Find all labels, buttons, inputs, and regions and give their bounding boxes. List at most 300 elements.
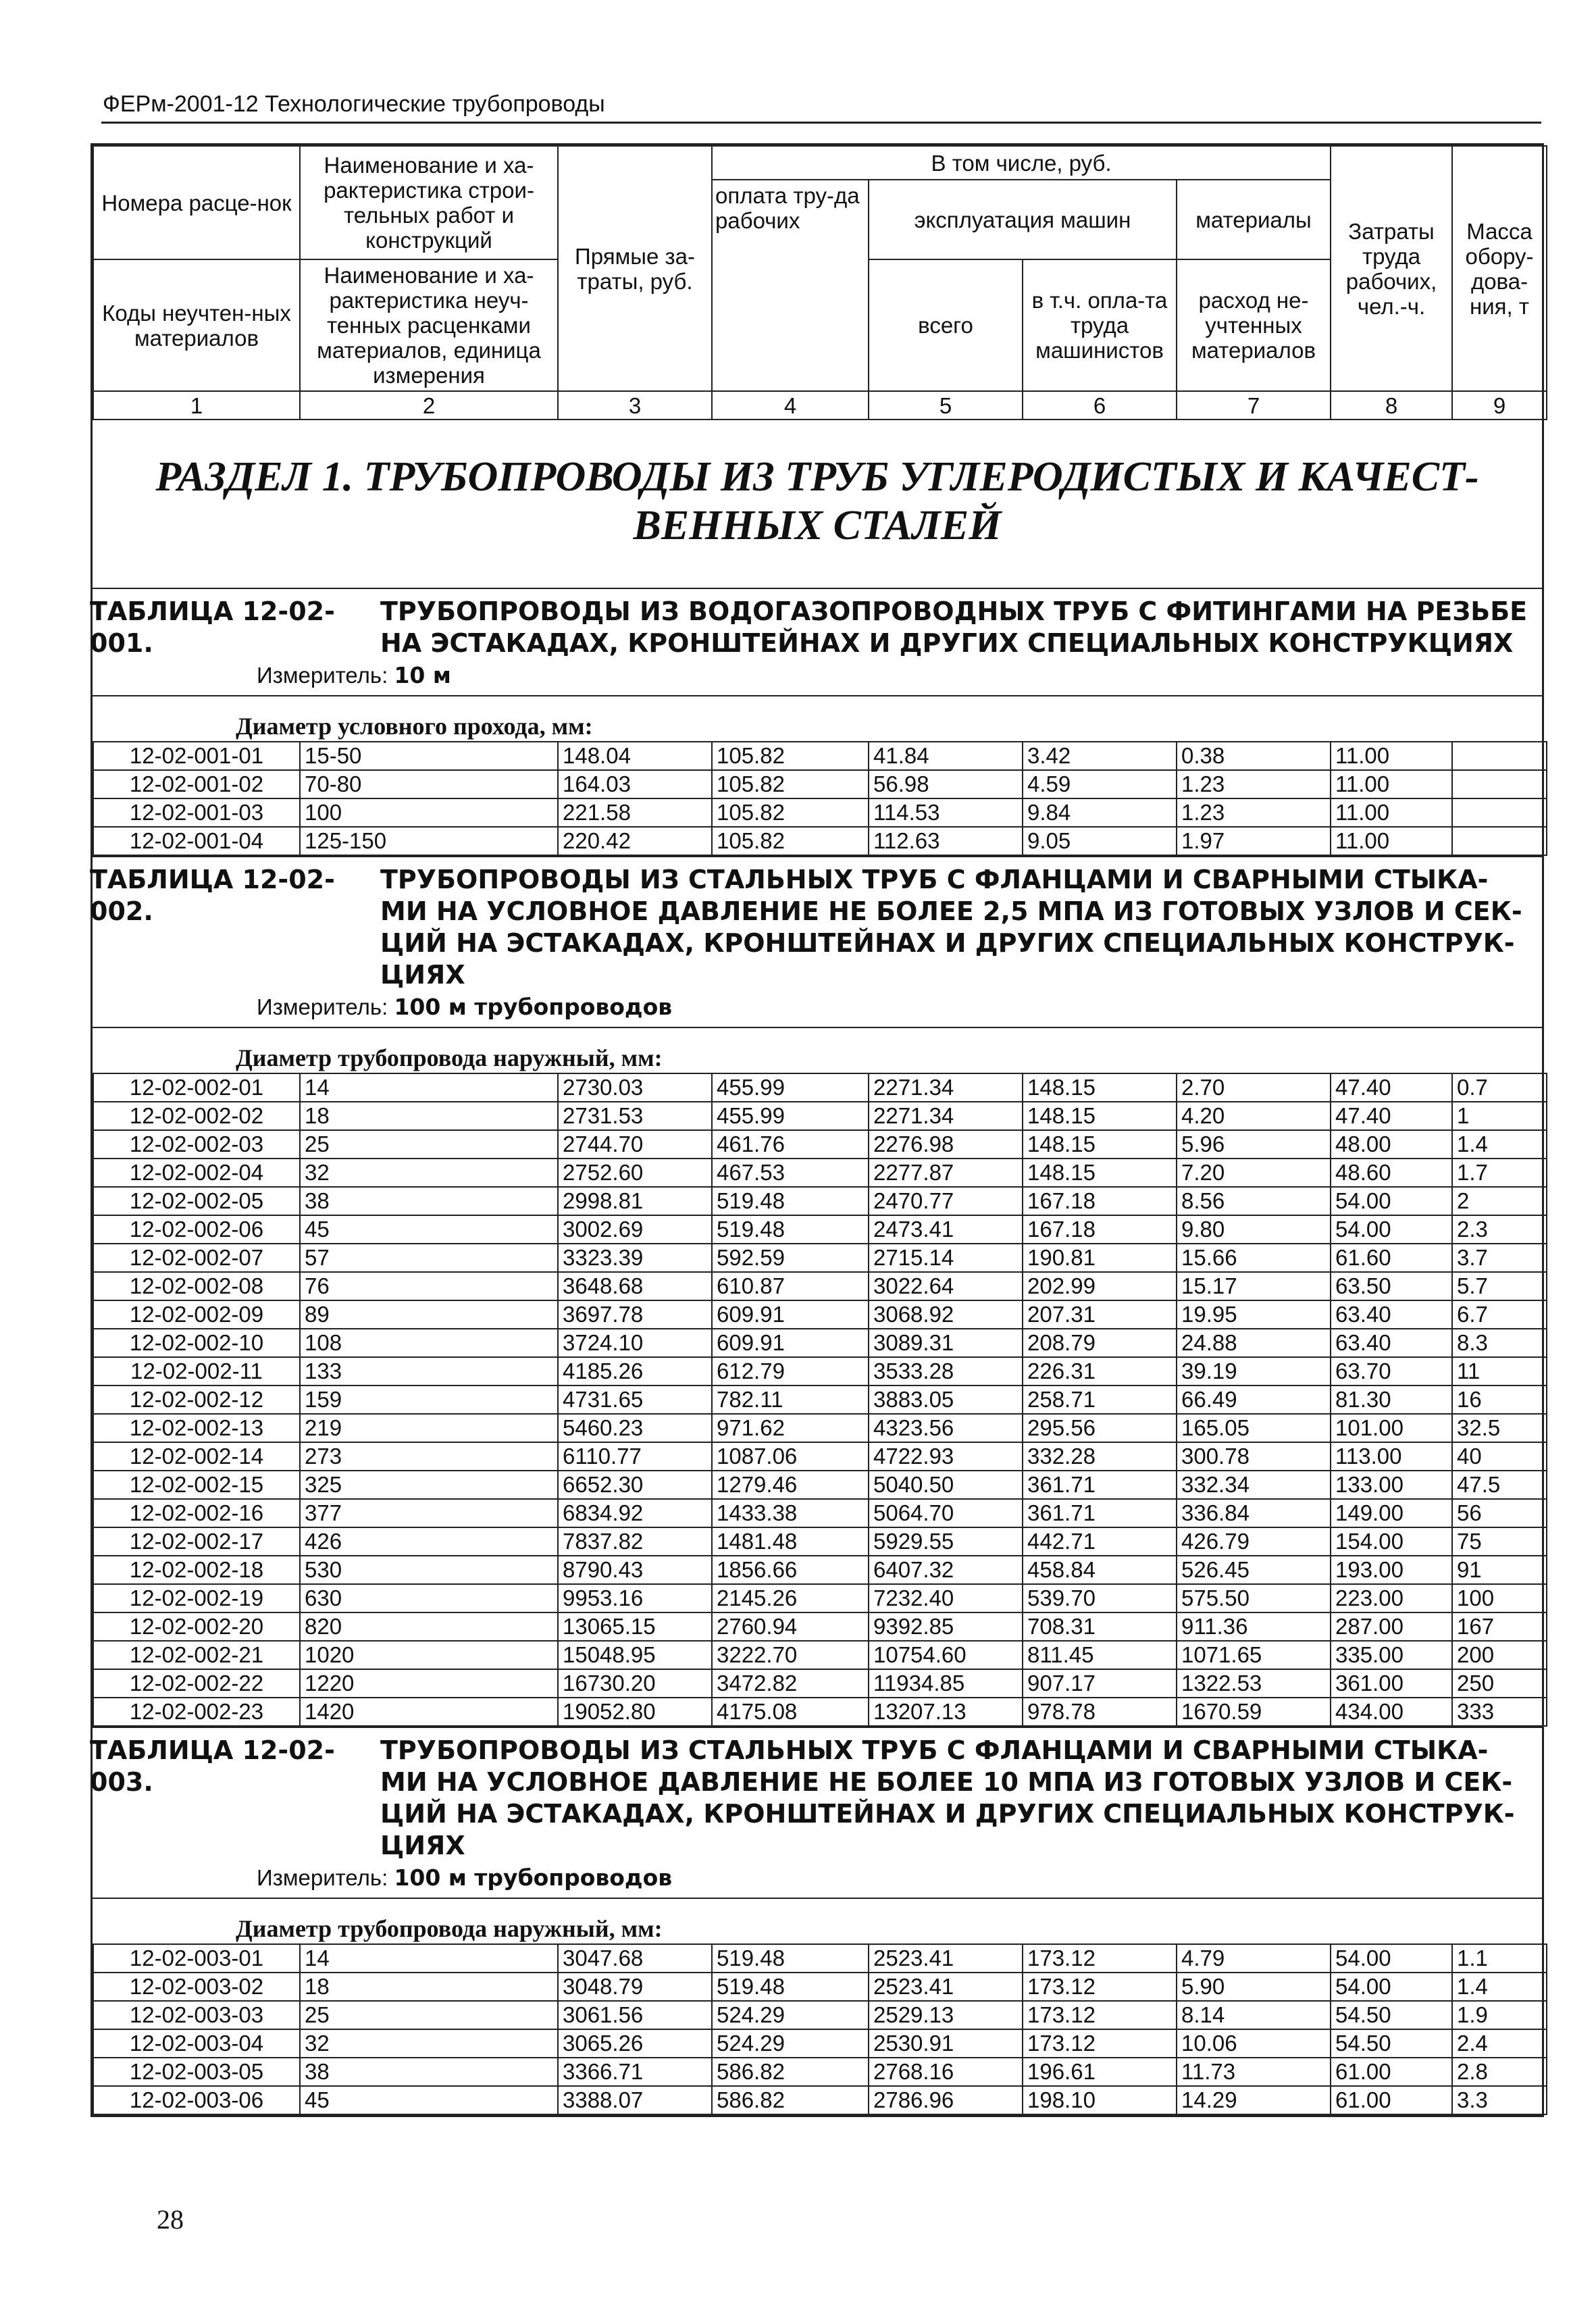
table-row <box>93 1499 1547 1527</box>
table-cell: 524.29 <box>712 2001 869 2029</box>
rate-code: 12-02-002-07 <box>93 1244 300 1272</box>
table-cell: 105.82 <box>712 742 869 770</box>
table-row <box>93 1073 1547 1102</box>
table-row <box>93 1386 1547 1414</box>
table-cell: 14.29 <box>1177 2086 1331 2114</box>
section-title: РАЗДЕЛ 1. ТРУБОПРОВОДЫ ИЗ ТРУБ УГЛЕРОДИСТЫХ И КАЧЕСТ-ВЕННЫХ СТАЛЕЙ <box>155 454 1479 549</box>
table-cell: 61.00 <box>1331 2058 1452 2086</box>
table-cell: 173.12 <box>1023 2029 1177 2058</box>
table-cell: 105.82 <box>712 798 869 827</box>
table-cell: 48.00 <box>1331 1130 1452 1159</box>
table-cell: 100 <box>1452 1584 1547 1612</box>
column-number: 1 <box>93 391 300 420</box>
column-number: 8 <box>1331 391 1452 420</box>
table-row <box>93 1215 1547 1244</box>
table-cell: 57 <box>300 1244 558 1272</box>
table-cell: 24.88 <box>1177 1329 1331 1357</box>
table-cell: 207.31 <box>1023 1300 1177 1329</box>
rate-code: 12-02-002-12 <box>93 1386 300 1414</box>
table-row <box>93 1244 1547 1272</box>
table-row <box>93 770 1547 798</box>
header-labor-hours: Затраты труда рабочих, чел.-ч. <box>1331 146 1452 391</box>
table-cell: 273 <box>300 1442 558 1471</box>
table-cell: 223.00 <box>1331 1584 1452 1612</box>
table-cell: 361.00 <box>1331 1669 1452 1698</box>
table-cell: 6407.32 <box>869 1556 1023 1584</box>
table-cell: 530 <box>300 1556 558 1584</box>
table-row <box>93 1641 1547 1669</box>
table-cell: 61.00 <box>1331 2086 1452 2114</box>
table-cell: 0.7 <box>1452 1073 1547 1102</box>
unit-value: 100 м трубопроводов <box>394 1864 673 1891</box>
rate-code: 12-02-002-18 <box>93 1556 300 1584</box>
table-cell: 300.78 <box>1177 1442 1331 1471</box>
table-cell: 5064.70 <box>869 1499 1023 1527</box>
table-cell: 105.82 <box>712 770 869 798</box>
table-row <box>93 1159 1547 1187</box>
table-cell: 708.31 <box>1023 1612 1177 1641</box>
table-title <box>90 1728 1542 1862</box>
table-heading: ТРУБОПРОВОДЫ ИЗ ВОДОГАЗОПРОВОДНЫХ ТРУБ С ФИТИНГАМИ НА РЕЗЬБЕ НА ЭСТАКАДАХ, КРОНШТЕЙНАХ И ДРУГИХ СПЕЦИАЛЬНЫХ КОНСТРУКЦИЯХ <box>380 596 1528 658</box>
table-cell: 2752.60 <box>558 1159 712 1187</box>
table-cell: 3002.69 <box>558 1215 712 1244</box>
table-cell: 1279.46 <box>712 1471 869 1499</box>
rate-code: 12-02-002-23 <box>93 1698 300 1726</box>
table-row <box>93 1556 1547 1584</box>
table-cell: 48.60 <box>1331 1159 1452 1187</box>
table-cell: 45 <box>300 1215 558 1244</box>
table-cell: 2.4 <box>1452 2029 1547 2058</box>
table-cell: 56.98 <box>869 770 1023 798</box>
table-cell: 5.96 <box>1177 1130 1331 1159</box>
table-cell: 32.5 <box>1452 1414 1547 1442</box>
table-cell: 811.45 <box>1023 1641 1177 1669</box>
table-cell: 193.00 <box>1331 1556 1452 1584</box>
rate-code: 12-02-002-03 <box>93 1130 300 1159</box>
table-row <box>93 1187 1547 1215</box>
unit-value: 10 м <box>394 662 451 688</box>
table-cell: 7232.40 <box>869 1584 1023 1612</box>
rate-code: 12-02-002-01 <box>93 1073 300 1102</box>
unit-of-measure <box>93 1862 1542 1898</box>
table-cell: 167.18 <box>1023 1215 1177 1244</box>
table-heading: ТРУБОПРОВОДЫ ИЗ СТАЛЬНЫХ ТРУБ С ФЛАНЦАМИ И СВАРНЫМИ СТЫКА-МИ НА УСЛОВНОЕ ДАВЛЕНИЕ НЕ БОЛЕЕ 2,5 МПА ИЗ ГОТОВЫХ УЗЛОВ И СЕК-ЦИЙ НА ЭСТАКАДАХ, КРОНШТЕЙНАХ И ДРУГИХ СПЕЦИАЛЬНЫХ КОНСТРУК-ЦИЯХ <box>380 865 1522 990</box>
table-cell: 2715.14 <box>869 1244 1023 1272</box>
table-cell <box>1452 770 1547 798</box>
column-number: 2 <box>300 391 558 420</box>
table-cell: 5460.23 <box>558 1414 712 1442</box>
table-cell: 2276.98 <box>869 1130 1023 1159</box>
table-cell: 19.95 <box>1177 1300 1331 1329</box>
table-cell: 1.23 <box>1177 770 1331 798</box>
table-row <box>93 1102 1547 1130</box>
table-cell: 11.00 <box>1331 798 1452 827</box>
table-cell: 332.28 <box>1023 1442 1177 1471</box>
rate-code: 12-02-002-13 <box>93 1414 300 1442</box>
table-row <box>93 2029 1547 2058</box>
table-cell: 9.84 <box>1023 798 1177 827</box>
rate-code: 12-02-002-19 <box>93 1584 300 1612</box>
column-number: 3 <box>558 391 712 420</box>
header-including: В том числе, руб. <box>712 146 1331 180</box>
table-cell: 524.29 <box>712 2029 869 2058</box>
table-cell: 519.48 <box>712 1187 869 1215</box>
table-cell: 16730.20 <box>558 1669 712 1698</box>
table-cell: 32 <box>300 1159 558 1187</box>
table-cell: 2523.41 <box>869 1973 1023 2001</box>
table-cell: 2 <box>1452 1187 1547 1215</box>
table-cell: 2730.03 <box>558 1073 712 1102</box>
table-cell: 54.00 <box>1331 1187 1452 1215</box>
table-cell: 13207.13 <box>869 1698 1023 1726</box>
rate-code: 12-02-002-15 <box>93 1471 300 1499</box>
table-cell: 112.63 <box>869 827 1023 855</box>
table-cell: 18 <box>300 1973 558 2001</box>
table-cell: 54.00 <box>1331 1944 1452 1973</box>
table-cell: 39.19 <box>1177 1357 1331 1386</box>
table-cell: 149.00 <box>1331 1499 1452 1527</box>
table-cell: 911.36 <box>1177 1612 1331 1641</box>
table-cell: 40 <box>1452 1442 1547 1471</box>
table-cell: 526.45 <box>1177 1556 1331 1584</box>
table-cell: 148.15 <box>1023 1159 1177 1187</box>
table-cell: 336.84 <box>1177 1499 1331 1527</box>
table-cell: 978.78 <box>1023 1698 1177 1726</box>
table-cell: 333 <box>1452 1698 1547 1726</box>
table-cell: 1.4 <box>1452 1973 1547 2001</box>
table-cell: 3.42 <box>1023 742 1177 770</box>
table-cell: 1856.66 <box>712 1556 869 1584</box>
table-cell: 1 <box>1452 1102 1547 1130</box>
table-cell: 11934.85 <box>869 1669 1023 1698</box>
table-cell: 1.97 <box>1177 827 1331 855</box>
unit-value: 100 м трубопроводов <box>394 994 673 1020</box>
table-cell: 2998.81 <box>558 1187 712 1215</box>
rate-code: 12-02-001-04 <box>93 827 300 855</box>
table-row <box>93 2001 1547 2029</box>
table-row <box>93 1944 1547 1973</box>
table-cell: 2731.53 <box>558 1102 712 1130</box>
table-cell: 91 <box>1452 1556 1547 1584</box>
table-cell: 15-50 <box>300 742 558 770</box>
table-cell: 167 <box>1452 1612 1547 1641</box>
rate-table <box>90 856 1542 1727</box>
table-cell: 56 <box>1452 1499 1547 1527</box>
rate-code: 12-02-003-06 <box>93 2086 300 2114</box>
table-cell: 133.00 <box>1331 1471 1452 1499</box>
table-cell: 101.00 <box>1331 1414 1452 1442</box>
rate-code: 12-02-002-04 <box>93 1159 300 1187</box>
table-row <box>93 1698 1547 1726</box>
table-cell: 11.00 <box>1331 742 1452 770</box>
table-cell: 25 <box>300 2001 558 2029</box>
table-cell: 461.76 <box>712 1130 869 1159</box>
table-cell: 519.48 <box>712 1215 869 1244</box>
table-cell: 54.50 <box>1331 2001 1452 2029</box>
table-cell: 335.00 <box>1331 1641 1452 1669</box>
table-cell: 4.20 <box>1177 1102 1331 1130</box>
table-cell: 221.58 <box>558 798 712 827</box>
rate-code: 12-02-002-20 <box>93 1612 300 1641</box>
table-cell: 3472.82 <box>712 1669 869 1698</box>
table-row <box>93 1973 1547 2001</box>
table-cell: 1420 <box>300 1698 558 1726</box>
table-cell: 165.05 <box>1177 1414 1331 1442</box>
table-cell: 258.71 <box>1023 1386 1177 1414</box>
table-row <box>93 1584 1547 1612</box>
table-cell: 4175.08 <box>712 1698 869 1726</box>
table-cell: 5929.55 <box>869 1527 1023 1556</box>
header-materials: материалы <box>1177 180 1331 259</box>
table-row <box>93 798 1547 827</box>
unit-of-measure <box>93 991 1542 1027</box>
table-cell: 426.79 <box>1177 1527 1331 1556</box>
table-cell: 1.4 <box>1452 1130 1547 1159</box>
table-cell: 1071.65 <box>1177 1641 1331 1669</box>
table-cell: 14 <box>300 1073 558 1102</box>
table-cell: 11 <box>1452 1357 1547 1386</box>
table-cell: 11.00 <box>1331 770 1452 798</box>
table-cell: 19052.80 <box>558 1698 712 1726</box>
table-cell: 3047.68 <box>558 1944 712 1973</box>
rate-code: 12-02-002-02 <box>93 1102 300 1130</box>
rate-code: 12-02-002-11 <box>93 1357 300 1386</box>
table-cell: 148.15 <box>1023 1130 1177 1159</box>
table-cell: 220.42 <box>558 827 712 855</box>
table-cell: 907.17 <box>1023 1669 1177 1698</box>
table-cell: 14 <box>300 1944 558 1973</box>
rate-code: 12-02-002-17 <box>93 1527 300 1556</box>
table-cell: 25 <box>300 1130 558 1159</box>
table-cell: 159 <box>300 1386 558 1414</box>
rate-code: 12-02-001-01 <box>93 742 300 770</box>
table-cell: 3724.10 <box>558 1329 712 1357</box>
rate-code: 12-02-002-08 <box>93 1272 300 1300</box>
table-cell: 1087.06 <box>712 1442 869 1471</box>
table-cell: 442.71 <box>1023 1527 1177 1556</box>
table-row <box>93 742 1547 770</box>
rate-code: 12-02-001-02 <box>93 770 300 798</box>
table-cell <box>1452 827 1547 855</box>
table-cell: 133 <box>300 1357 558 1386</box>
table-cell: 4.59 <box>1023 770 1177 798</box>
table-cell: 3065.26 <box>558 2029 712 2058</box>
table-cell: 6652.30 <box>558 1471 712 1499</box>
table-cell: 3366.71 <box>558 2058 712 2086</box>
table-cell: 66.49 <box>1177 1386 1331 1414</box>
table-cell: 113.00 <box>1331 1442 1452 1471</box>
rate-code: 12-02-003-01 <box>93 1944 300 1973</box>
table-cell: 3323.39 <box>558 1244 712 1272</box>
table-label: ТАБЛИЦА 12-02-002. <box>90 865 335 926</box>
table-cell: 7.20 <box>1177 1159 1331 1187</box>
rate-code: 12-02-002-10 <box>93 1329 300 1357</box>
table-cell: 173.12 <box>1023 2001 1177 2029</box>
table-cell: 2277.87 <box>869 1159 1023 1187</box>
table-cell: 6110.77 <box>558 1442 712 1471</box>
rate-rows <box>93 1073 1547 1727</box>
header-machine-operation: эксплуатация машин <box>869 180 1177 259</box>
header-unaccounted-materials: Наименование и ха-рактеристика неуч-тенных расценками материалов, единица измерения <box>300 259 558 391</box>
table-cell: 5.7 <box>1452 1272 1547 1300</box>
table-cell: 75 <box>1452 1527 1547 1556</box>
table-cell: 70-80 <box>300 770 558 798</box>
table-label: ТАБЛИЦА 12-02-003. <box>90 1735 335 1797</box>
table-cell: 2.70 <box>1177 1073 1331 1102</box>
rate-rows <box>93 1943 1547 2115</box>
table-title <box>90 589 1542 659</box>
table-cell: 8.3 <box>1452 1329 1547 1357</box>
unit-of-measure <box>93 659 1542 695</box>
rate-code: 12-02-002-22 <box>93 1669 300 1698</box>
rate-table <box>90 588 1542 856</box>
table-cell: 426 <box>300 1527 558 1556</box>
header-work-name: Наименование и ха-рактеристика строи-тельных работ и конструкций <box>300 146 558 259</box>
table-cell: 4185.26 <box>558 1357 712 1386</box>
table-cell: 3222.70 <box>712 1641 869 1669</box>
table-cell: 4722.93 <box>869 1442 1023 1471</box>
table-cell: 782.11 <box>712 1386 869 1414</box>
table-row <box>93 1471 1547 1499</box>
table-cell: 63.50 <box>1331 1272 1452 1300</box>
table-cell: 612.79 <box>712 1357 869 1386</box>
table-cell: 18 <box>300 1102 558 1130</box>
table-row <box>93 827 1547 855</box>
rate-code: 12-02-003-04 <box>93 2029 300 2058</box>
table-row <box>93 1130 1547 1159</box>
table-cell: 2271.34 <box>869 1102 1023 1130</box>
table-cell: 586.82 <box>712 2058 869 2086</box>
table-cell: 8790.43 <box>558 1556 712 1584</box>
table-cell: 15.66 <box>1177 1244 1331 1272</box>
table-cell: 32 <box>300 2029 558 2058</box>
header-machines-total: всего <box>869 259 1023 391</box>
table-cell: 9.05 <box>1023 827 1177 855</box>
table-cell: 361.71 <box>1023 1471 1177 1499</box>
table-cell: 332.34 <box>1177 1471 1331 1499</box>
rate-table <box>90 1727 1542 2115</box>
column-number-row <box>93 391 1547 420</box>
table-cell: 7837.82 <box>558 1527 712 1556</box>
table-cell: 3022.64 <box>869 1272 1023 1300</box>
header-equipment-mass: Масса обору-дова-ния, т <box>1452 146 1547 391</box>
rate-code: 12-02-003-05 <box>93 2058 300 2086</box>
table-cell: 148.15 <box>1023 1102 1177 1130</box>
table-cell: 2786.96 <box>869 2086 1023 2114</box>
table-heading: ТРУБОПРОВОДЫ ИЗ СТАЛЬНЫХ ТРУБ С ФЛАНЦАМИ И СВАРНЫМИ СТЫКА-МИ НА УСЛОВНОЕ ДАВЛЕНИЕ НЕ БОЛЕЕ 10 МПА ИЗ ГОТОВЫХ УЗЛОВ И СЕК-ЦИЙ НА ЭСТАКАДАХ, КРОНШТЕЙНАХ И ДРУГИХ СПЕЦИАЛЬНЫХ КОНСТРУК-ЦИЯХ <box>380 1735 1515 1860</box>
table-row <box>93 1329 1547 1357</box>
table-cell: 38 <box>300 1187 558 1215</box>
table-cell: 63.70 <box>1331 1357 1452 1386</box>
table-cell: 76 <box>300 1272 558 1300</box>
table-cell: 2470.77 <box>869 1187 1023 1215</box>
unit-label: Измеритель: <box>257 994 394 1019</box>
table-cell: 2.3 <box>1452 1215 1547 1244</box>
table-cell: 47.5 <box>1452 1471 1547 1499</box>
table-cell: 1020 <box>300 1641 558 1669</box>
table-row <box>93 1612 1547 1641</box>
table-cell: 47.40 <box>1331 1073 1452 1102</box>
table-cell: 164.03 <box>558 770 712 798</box>
rate-code: 12-02-002-09 <box>93 1300 300 1329</box>
rate-code: 12-02-003-02 <box>93 1973 300 2001</box>
table-cell: 610.87 <box>712 1272 869 1300</box>
table-cell: 11.00 <box>1331 827 1452 855</box>
table-cell: 586.82 <box>712 2086 869 2114</box>
table-cell: 325 <box>300 1471 558 1499</box>
table-row <box>93 1272 1547 1300</box>
table-cell: 3048.79 <box>558 1973 712 2001</box>
table-cell: 125-150 <box>300 827 558 855</box>
table-cell: 3.7 <box>1452 1244 1547 1272</box>
diameter-label: Диаметр трубопровода наружный, мм: <box>93 1027 1542 1073</box>
table-cell: 971.62 <box>712 1414 869 1442</box>
unit-label: Измеритель: <box>257 663 394 688</box>
table-cell: 2271.34 <box>869 1073 1023 1102</box>
table-cell: 226.31 <box>1023 1357 1177 1386</box>
table-cell: 9.80 <box>1177 1215 1331 1244</box>
column-header-table <box>93 145 1547 420</box>
table-cell: 3533.28 <box>869 1357 1023 1386</box>
table-row <box>93 1357 1547 1386</box>
table-cell: 6.7 <box>1452 1300 1547 1329</box>
table-row <box>93 1669 1547 1698</box>
table-cell: 4.79 <box>1177 1944 1331 1973</box>
page-number: 28 <box>157 2204 184 2235</box>
table-cell: 2744.70 <box>558 1130 712 1159</box>
table-row <box>93 1300 1547 1329</box>
table-cell: 2145.26 <box>712 1584 869 1612</box>
table-cell: 9392.85 <box>869 1612 1023 1641</box>
table-row <box>93 2058 1547 2086</box>
table-row <box>93 1414 1547 1442</box>
table-cell: 295.56 <box>1023 1414 1177 1442</box>
running-header-title: ФЕРм-2001-12 Технологические трубопроводы <box>103 91 605 117</box>
table-cell: 3089.31 <box>869 1329 1023 1357</box>
rate-code: 12-02-002-06 <box>93 1215 300 1244</box>
table-cell: 3061.56 <box>558 2001 712 2029</box>
table-row <box>93 1442 1547 1471</box>
table-cell: 15048.95 <box>558 1641 712 1669</box>
table-cell: 467.53 <box>712 1159 869 1187</box>
rate-code: 12-02-003-03 <box>93 2001 300 2029</box>
diameter-label: Диаметр условного прохода, мм: <box>93 695 1542 741</box>
table-cell: 592.59 <box>712 1244 869 1272</box>
table-cell: 47.40 <box>1331 1102 1452 1130</box>
column-number: 6 <box>1023 391 1177 420</box>
rate-code: 12-02-002-21 <box>93 1641 300 1669</box>
table-cell: 5040.50 <box>869 1471 1023 1499</box>
table-cell: 16 <box>1452 1386 1547 1414</box>
table-cell: 54.00 <box>1331 1215 1452 1244</box>
table-cell: 519.48 <box>712 1973 869 2001</box>
table-cell: 200 <box>1452 1641 1547 1669</box>
table-cell: 609.91 <box>712 1329 869 1357</box>
table-cell: 63.40 <box>1331 1329 1452 1357</box>
table-cell: 575.50 <box>1177 1584 1331 1612</box>
table-cell: 41.84 <box>869 742 1023 770</box>
table-cell: 89 <box>300 1300 558 1329</box>
table-cell: 105.82 <box>712 827 869 855</box>
table-cell: 1.9 <box>1452 2001 1547 2029</box>
table-cell: 2523.41 <box>869 1944 1023 1973</box>
rate-code: 12-02-002-14 <box>93 1442 300 1471</box>
table-title <box>90 857 1542 991</box>
table-cell: 6834.92 <box>558 1499 712 1527</box>
table-cell: 1.1 <box>1452 1944 1547 1973</box>
table-cell: 3388.07 <box>558 2086 712 2114</box>
table-cell: 11.73 <box>1177 2058 1331 2086</box>
